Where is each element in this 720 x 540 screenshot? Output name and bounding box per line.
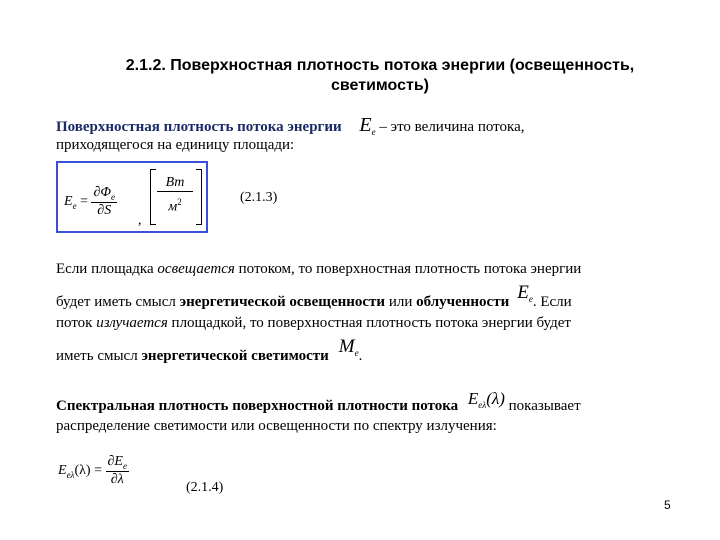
page-number: 5	[664, 498, 671, 512]
definition-text-after: – это величина потока,	[375, 119, 525, 135]
paragraph2-line-2: будет иметь смысл энергетической освещенности или облученности $E_e$. Если	[56, 282, 572, 310]
formula-2-1-3-box	[56, 161, 208, 233]
definition-line-2: приходящегося на единицу площади:	[56, 137, 295, 153]
paragraph2-line-4: иметь смысл энергетической светимости $M_e$.	[56, 336, 363, 364]
equation-number-2-1-4: (2.1.4)	[186, 480, 224, 495]
spectral-line-1: Спектральная плотность поверхностной плотности потока $E_{e\lambda}(\lambda)$ показывает	[56, 389, 581, 414]
spectral-symbol: $E_{e\lambda}(\lambda)$	[467, 389, 505, 410]
spectral-term: Спектральная плотность поверхностной плотности потока	[56, 398, 459, 414]
exitance-symbol: $M_e$	[338, 336, 359, 358]
equation-number-2-1-3: (2.1.3)	[240, 190, 278, 205]
formula-2-1-3-fraction: $\frac{\partial\Phi_e}{\partial S}$	[93, 185, 116, 218]
formula-2-1-3-units: Вт $м^2$	[150, 169, 202, 225]
formula-2-1-4-fraction: $\frac{\partial E_e}{\partial\lambda}$	[107, 454, 127, 487]
paragraph2-line-3: поток излучается площадкой, то поверхностная плотность потока энергии будет	[56, 315, 571, 331]
section-title	[80, 56, 680, 96]
spectral-line-2: распределение светимости или освещенности по спектру излучения:	[56, 418, 497, 434]
formula-2-1-3: $E_e$ = $\frac{\partial\Phi_e}{\partial S}$	[64, 185, 116, 218]
paragraph2-line-1: Если площадка освещается потоком, то поверхностная плотность потока энергии	[56, 261, 582, 277]
definition-symbol: $E_e$	[359, 114, 376, 137]
definition-term: Поверхностная плотность потока энергии	[56, 119, 342, 135]
title-line-2: светимость)	[331, 77, 429, 94]
formula-2-1-4: $E_{e\lambda}(\lambda)$ = $\frac{\partial E_e}{\partial\lambda}$	[58, 454, 127, 487]
title-line-1: 2.1.2. Поверхностная плотность потока энергии (освещенность,	[125, 57, 635, 74]
formula-2-1-3-comma: ,	[138, 213, 142, 228]
irradiance-symbol: $E_e$	[517, 282, 533, 304]
